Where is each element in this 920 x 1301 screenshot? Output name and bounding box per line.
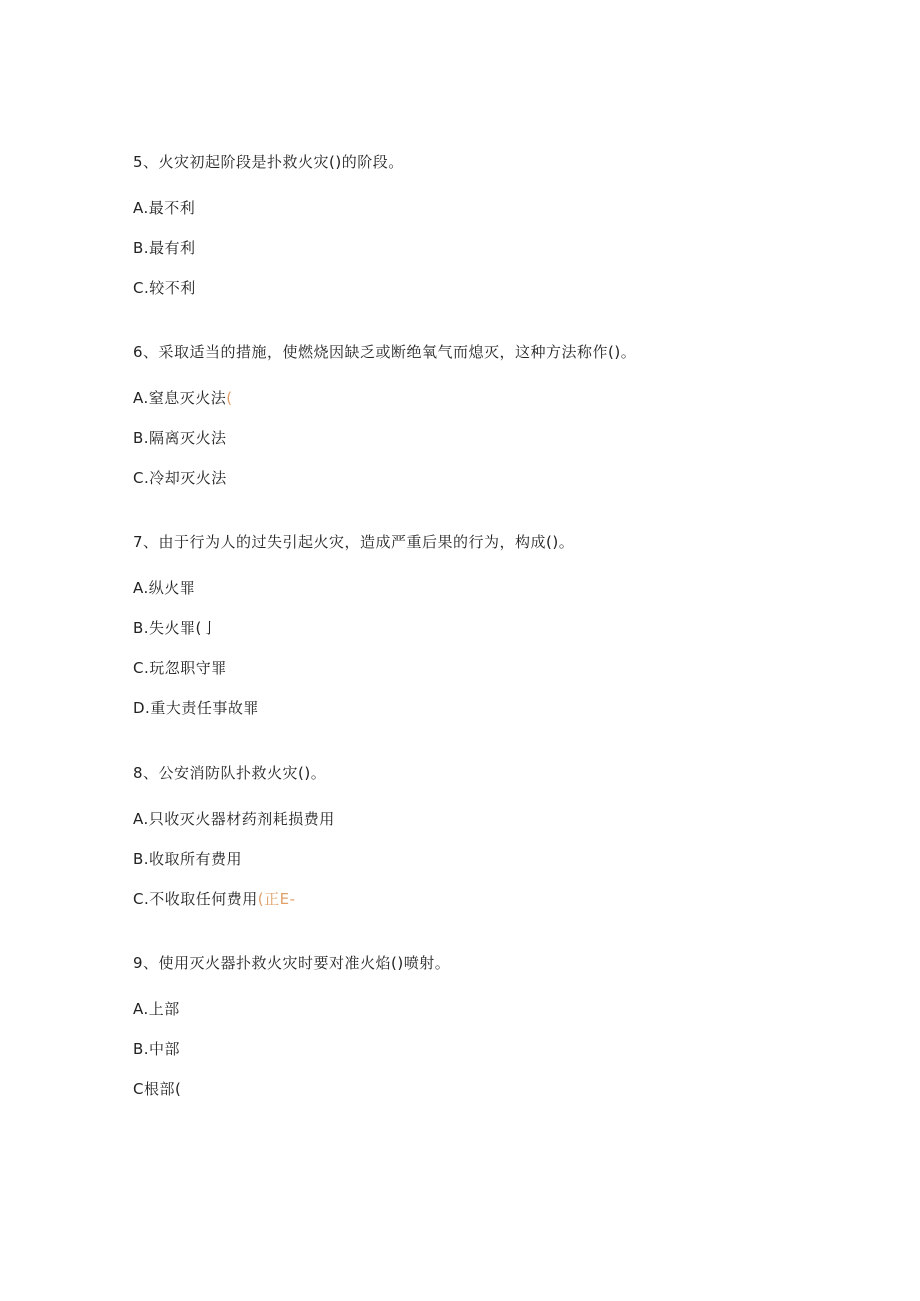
option-a xyxy=(133,809,813,829)
option-c xyxy=(133,1079,813,1099)
option-text: C根部( xyxy=(133,1080,182,1098)
question-6 xyxy=(133,342,813,488)
option-text: B.失火罪(亅 xyxy=(133,619,218,637)
option-text: C.不收取任何费用 xyxy=(133,890,258,908)
option-b xyxy=(133,428,813,448)
option-text: C.玩忽职守罪 xyxy=(133,659,227,677)
answer-mark: ( xyxy=(226,389,233,407)
question-9 xyxy=(133,953,813,1099)
option-text: D.重大责任事故罪 xyxy=(133,699,259,717)
option-text: C.冷却灭火法 xyxy=(133,469,227,487)
question-8 xyxy=(133,763,813,909)
question-5 xyxy=(133,152,813,298)
option-b xyxy=(133,238,813,258)
option-c xyxy=(133,278,813,298)
question-7 xyxy=(133,532,813,718)
option-text: A.最不利 xyxy=(133,199,196,217)
option-text: B.最有利 xyxy=(133,239,196,257)
option-c xyxy=(133,658,813,678)
option-text: C.较不利 xyxy=(133,279,196,297)
option-a xyxy=(133,999,813,1019)
question-stem: 7、由于行为人的过失引起火灾，造成严重后果的行为，构成()。 xyxy=(133,533,575,551)
option-text: A.只收灭火器材药剂耗损费用 xyxy=(133,810,335,828)
question-stem: 5、火灾初起阶段是扑救火灾()的阶段。 xyxy=(133,153,404,171)
question-stem: 8、公安消防队扑救火灾()。 xyxy=(133,764,327,782)
option-text: B.中部 xyxy=(133,1040,181,1058)
answer-mark: (正E- xyxy=(257,890,296,908)
option-c xyxy=(133,468,813,488)
option-b xyxy=(133,849,813,869)
option-text: A.上部 xyxy=(133,1000,180,1018)
question-stem: 6、采取适当的措施，使燃烧因缺乏或断绝氧气而熄灭，这种方法称作()。 xyxy=(133,343,637,361)
option-text: B.收取所有费用 xyxy=(133,850,243,868)
option-b xyxy=(133,618,813,638)
option-c xyxy=(133,889,813,909)
option-text: A.纵火罪 xyxy=(133,579,196,597)
option-a xyxy=(133,388,813,408)
option-d xyxy=(133,698,813,718)
option-b xyxy=(133,1039,813,1059)
question-stem: 9、使用灭火器扑救火灾时要对准火焰()喷射。 xyxy=(133,954,451,972)
option-text: A.窒息灭火法 xyxy=(133,389,227,407)
option-a xyxy=(133,578,813,598)
option-a xyxy=(133,198,813,218)
option-text: B.隔离灭火法 xyxy=(133,429,227,447)
